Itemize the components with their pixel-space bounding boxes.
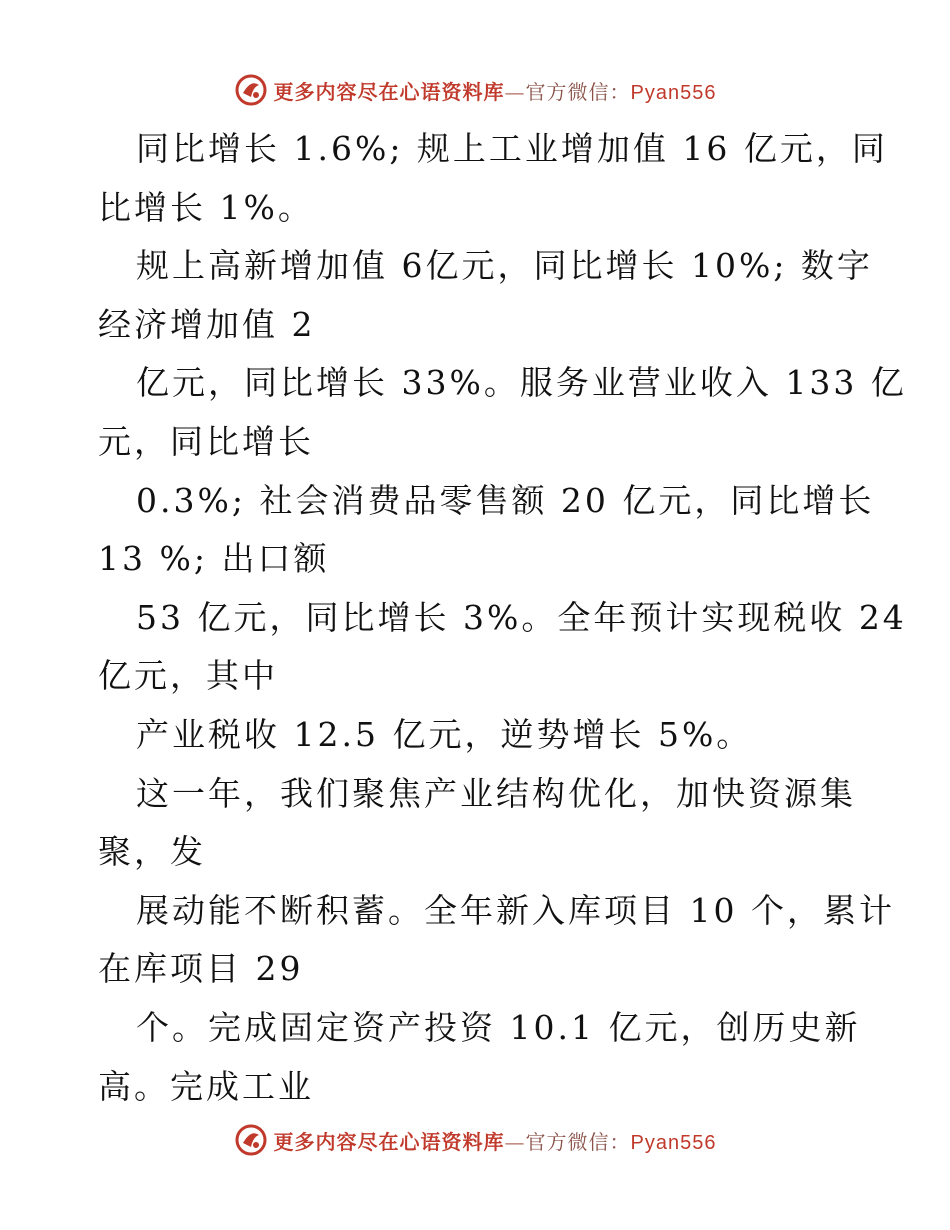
text-line: 在库项目 29 bbox=[98, 949, 304, 989]
text-line: 高。完成工业 bbox=[98, 1066, 314, 1106]
text-line: 53 亿元，同比增长 3%。全年预计实现税收 24 bbox=[136, 597, 907, 637]
text-line: 聚，发 bbox=[98, 832, 206, 872]
text-line: 规上高新增加值 6亿元，同比增长 10%; 数字 bbox=[136, 246, 873, 286]
brand-logo-icon bbox=[234, 73, 268, 107]
text-line: 13 %; 出口额 bbox=[98, 539, 330, 579]
watermark-text: 更多内容尽在心语资料库—官方微信：Pyan556 bbox=[273, 1129, 717, 1154]
text-line: 0.3%; 社会消费品零售额 20 亿元，同比增长 bbox=[136, 480, 875, 520]
document-body bbox=[98, 120, 907, 1116]
text-line: 亿元，同比增长 33%。服务业营业收入 133 亿 bbox=[136, 363, 907, 403]
footer-watermark bbox=[0, 1120, 950, 1160]
text-line: 亿元，其中 bbox=[98, 656, 278, 696]
text-line: 产业税收 12.5 亿元，逆势增长 5%。 bbox=[136, 714, 753, 754]
watermark-text: 更多内容尽在心语资料库—官方微信：Pyan556 bbox=[273, 79, 717, 104]
text-line: 这一年，我们聚焦产业结构优化，加快资源集 bbox=[136, 773, 856, 813]
brand-logo-icon bbox=[234, 1123, 268, 1157]
text-line: 个。完成固定资产投资 10.1 亿元，创历史新 bbox=[136, 1007, 861, 1047]
header-watermark bbox=[0, 70, 950, 110]
text-line: 经济增加值 2 bbox=[98, 304, 316, 344]
text-line: 元，同比增长 bbox=[98, 421, 314, 461]
text-line: 比增长 1%。 bbox=[98, 187, 314, 227]
text-line: 同比增长 1.6%; 规上工业增加值 16 亿元，同 bbox=[136, 129, 888, 168]
text-line: 展动能不断积蓄。全年新入库项目 10 个，累计 bbox=[136, 890, 895, 930]
